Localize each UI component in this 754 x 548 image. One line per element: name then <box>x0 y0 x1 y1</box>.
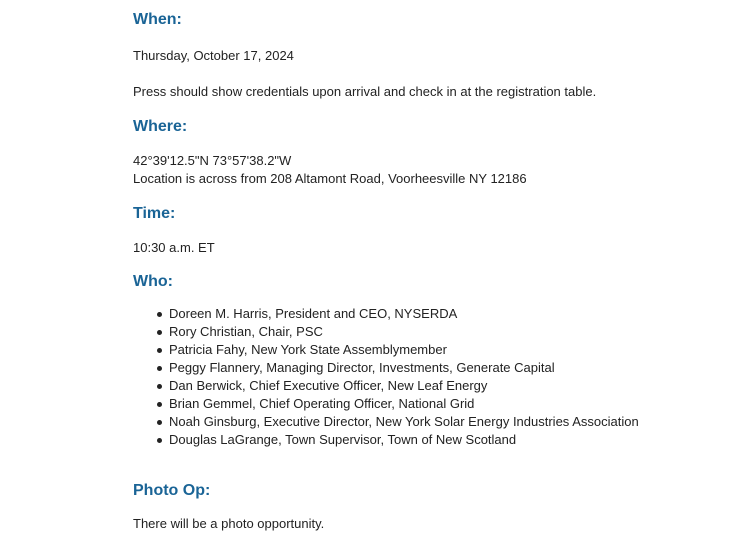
list-item: Dan Berwick, Chief Executive Officer, New Leaf Energy <box>169 377 639 395</box>
list-item: Peggy Flannery, Managing Director, Investments, Generate Capital <box>169 359 639 377</box>
event-time: 10:30 a.m. ET <box>133 240 215 255</box>
list-item: Noah Ginsburg, Executive Director, New York Solar Energy Industries Association <box>169 414 639 429</box>
who-heading: Who: <box>133 273 173 290</box>
location-coordinates: 42°39'12.5"N 73°57'38.2"W <box>133 153 292 168</box>
list-item: Douglas LaGrange, Town Supervisor, Town of New Scotland <box>169 431 639 449</box>
list-item: Doreen M. Harris, President and CEO, NYSERDA <box>169 305 639 323</box>
list-item: Patricia Fahy, New York State Assemblymember <box>169 341 639 359</box>
time-heading: Time: <box>133 205 176 222</box>
list-item: Rory Christian, Chair, PSC <box>169 323 639 341</box>
when-heading: When: <box>133 11 182 28</box>
where-heading: Where: <box>133 118 188 135</box>
list-item: Brian Gemmel, Chief Operating Officer, National Grid <box>169 395 639 413</box>
where-block <box>133 152 527 188</box>
speaker-list <box>133 305 639 449</box>
photo-op-text: There will be a photo opportunity. <box>133 516 325 531</box>
event-date: Thursday, October 17, 2024 <box>133 48 294 63</box>
location-description: Location is across from 208 Altamont Road, Voorheesville NY 12186 <box>133 171 527 186</box>
photo-op-heading: Photo Op: <box>133 482 211 499</box>
press-note: Press should show credentials upon arrival and check in at the registration table. <box>133 84 597 99</box>
